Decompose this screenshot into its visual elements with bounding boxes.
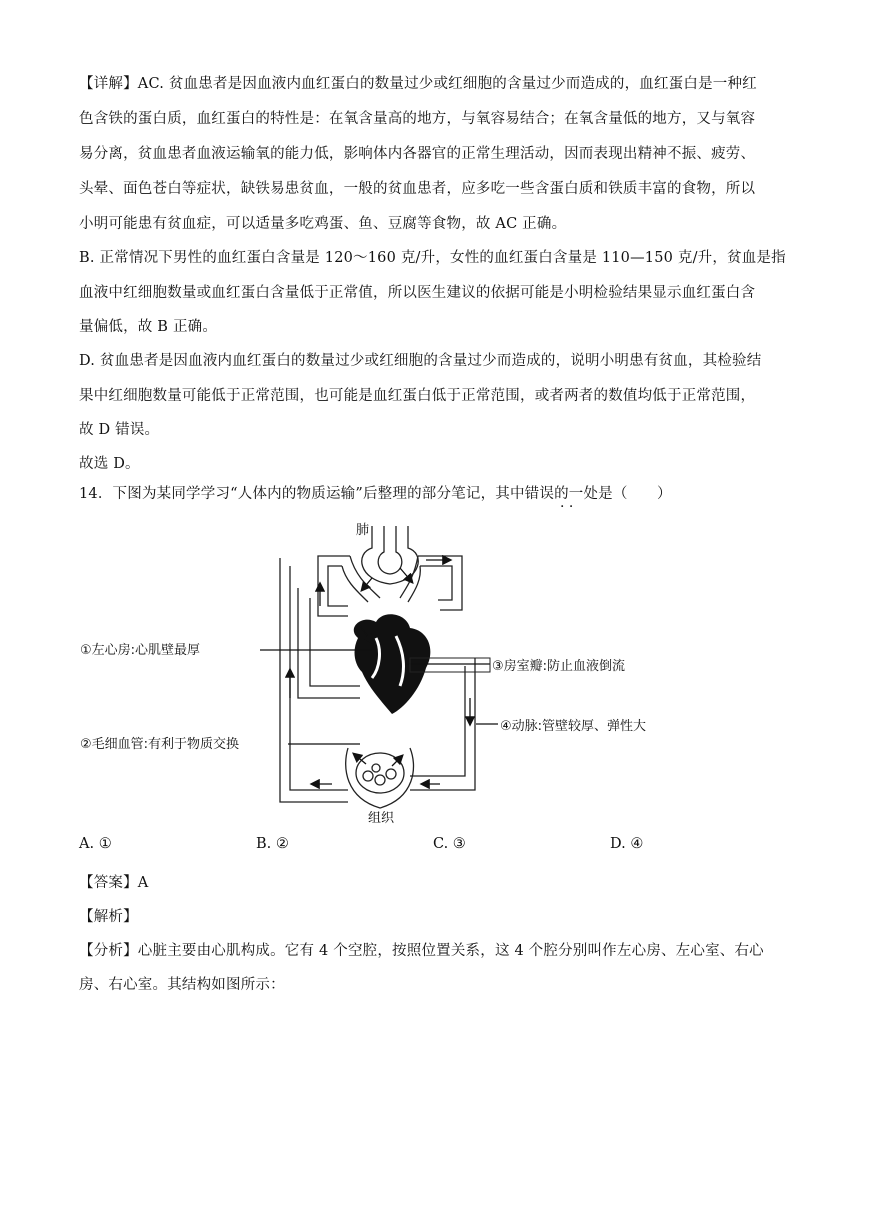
detail-line-3: 易分离，贫血患者血液运输氧的能力低，影响体内各器官的正常生理活动，因而表现出精神不振、疲劳、 <box>79 146 756 162</box>
note-4: ④动脉:管壁较厚、弹性大 <box>500 719 647 734</box>
detail-line-8: 量偏低，故 B 正确。 <box>79 319 218 335</box>
question-14: 14．下图为某同学学习“人体内的物质运输”后整理的部分笔记，其中错误的一处是（ ） <box>79 486 672 502</box>
conclusion-line: 故选 D。 <box>79 456 140 472</box>
lung-label: 肺 <box>356 523 370 538</box>
option-d[interactable]: D. ④ <box>610 836 644 852</box>
note-1: ①左心房:心肌壁最厚 <box>80 643 201 658</box>
tissue-label: 组织 <box>368 811 395 826</box>
detail-line-2: 色含铁的蛋白质，血红蛋白的特性是：在氧含量高的地方，与氧容易结合；在氧含量低的地方，又与氧容 <box>79 111 756 127</box>
emphasis-dots: · · <box>560 499 574 515</box>
option-b[interactable]: B. ② <box>256 836 289 852</box>
answer-line: 【答案】A <box>79 875 149 891</box>
tissue-cell <box>356 753 404 793</box>
analysis-line-2: 房、右心室。其结构如图所示： <box>79 977 285 993</box>
detail-line-7: 血液中红细胞数量或血红蛋白含量低于正常值，所以医生建议的依据可能是小明检验结果显示血红蛋白含 <box>79 285 756 301</box>
detail-line-5: 小明可能患有贫血症，可以适量多吃鸡蛋、鱼、豆腐等食物，故 AC 正确。 <box>79 216 567 232</box>
analysis-line-1: 【分析】心脏主要由心肌构成。它有 4 个空腔，按照位置关系，这 4 个腔分别叫作左心房、左心室、右心 <box>79 943 764 959</box>
option-a[interactable]: A. ① <box>79 836 112 852</box>
note-2: ②毛细血管:有利于物质交换 <box>80 737 240 752</box>
circulation-diagram <box>80 518 670 826</box>
lung-outline <box>362 526 418 584</box>
analysis-heading: 【解析】 <box>79 909 138 925</box>
detail-line-9: D. 贫血患者是因血液内血红蛋白的数量过少或红细胞的含量过少而造成的，说明小明患有贫血，其检验结 <box>79 353 762 369</box>
detail-line-4: 头晕、面色苍白等症状，缺铁易患贫血，一般的贫血患者，应多吃一些含蛋白质和铁质丰富的食物，所以 <box>79 181 756 197</box>
option-c[interactable]: C. ③ <box>433 836 466 852</box>
detail-line-1: 【详解】AC. 贫血患者是因血液内血红蛋白的数量过少或红细胞的含量过少而造成的，血红蛋白是一种红 <box>79 76 757 92</box>
note-3: ③房室瓣:防止血液倒流 <box>492 659 626 674</box>
detail-line-6: B. 正常情况下男性的血红蛋白含量是 120～160 克/升，女性的血红蛋白含量是 110—150 克/升，贫血是指 <box>79 250 786 266</box>
detail-line-11: 故 D 错误。 <box>79 422 160 438</box>
detail-line-10: 果中红细胞数量可能低于正常范围，也可能是血红蛋白低于正常范围，或者两者的数值均低于正常范围， <box>79 388 756 404</box>
